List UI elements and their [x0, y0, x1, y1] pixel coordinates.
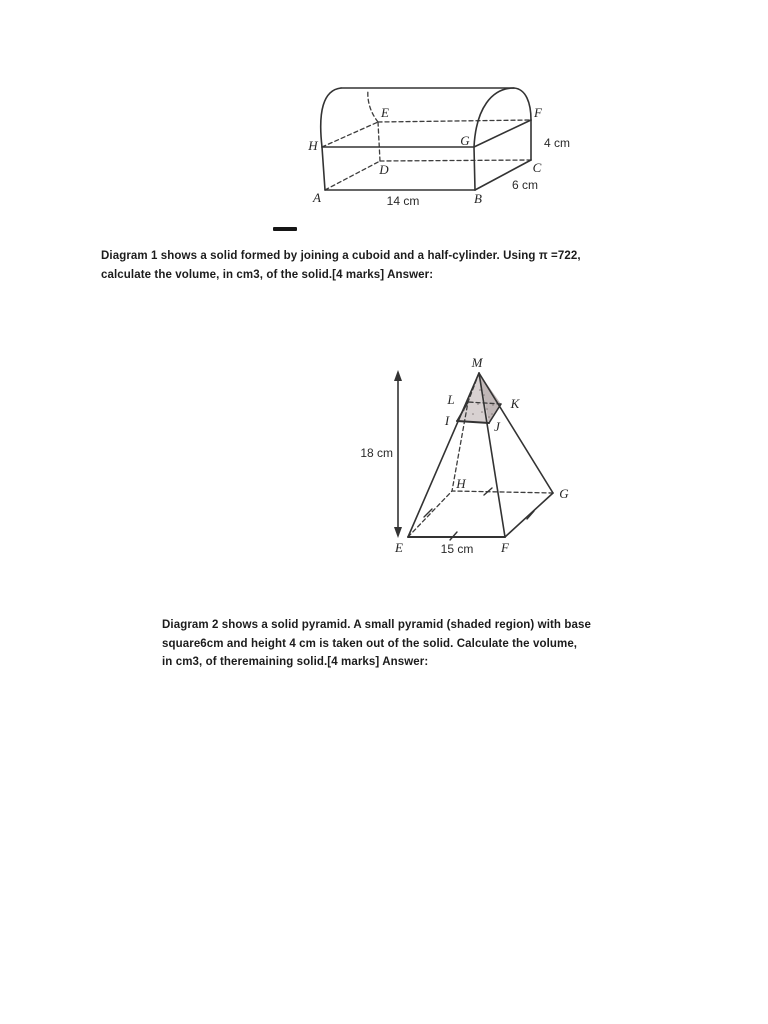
d1-label-C: C — [532, 160, 542, 175]
d1-solid-edges — [321, 88, 531, 190]
problem1-text — [101, 247, 581, 284]
d1-label-F: F — [534, 105, 542, 120]
d2-tick-marks — [424, 488, 534, 540]
d1-label-D: D — [379, 162, 389, 177]
d2-label-E: E — [395, 540, 403, 555]
d2-label-F: F — [501, 540, 509, 555]
divider-dash — [273, 227, 297, 231]
d2-label-L: L — [447, 392, 455, 407]
problem2-line-3: in cm3, of theremaining solid.[4 marks] Answer: — [162, 656, 429, 668]
problem1-line-2: calculate the volume, in cm3, of the solid.[4 marks] Answer: — [101, 268, 434, 281]
d1-dim-height: 4 cm — [544, 136, 571, 150]
d1-label-E: E — [381, 105, 389, 120]
d2-label-H: H — [456, 476, 466, 491]
diagram1-cuboid-halfcylinder — [290, 78, 590, 215]
d2-label-K: K — [510, 396, 520, 411]
d1-label-A: A — [313, 190, 321, 205]
d1-label-B: B — [474, 191, 482, 206]
d2-label-M: M — [471, 355, 483, 370]
d2-dimension-labels — [360, 446, 473, 556]
diagram2-pyramid — [340, 350, 585, 565]
d1-hidden-edges — [322, 90, 531, 190]
d2-label-I: I — [444, 413, 450, 428]
d2-label-J: J — [494, 419, 500, 434]
problem1-line-1: Diagram 1 shows a solid formed by joining a cuboid and a half-cylinder. Using π =722, — [101, 250, 581, 262]
d2-dim-base: 15 cm — [440, 542, 474, 556]
problem2-line-1: Diagram 2 shows a solid pyramid. A small pyramid (shaded region) with base — [162, 619, 591, 631]
d1-dim-length: 14 cm — [386, 194, 420, 208]
d1-dim-depth: 6 cm — [512, 178, 539, 192]
problem2-line-2: square6cm and height 4 cm is taken out of the solid. Calculate the volume, — [162, 637, 578, 650]
d1-label-H: H — [308, 138, 318, 153]
d1-label-G: G — [460, 133, 470, 148]
d2-dim-height: 18 cm — [360, 446, 393, 460]
d2-height-arrow — [394, 370, 402, 538]
d2-label-G: G — [559, 486, 569, 501]
problem2-text — [162, 616, 591, 672]
